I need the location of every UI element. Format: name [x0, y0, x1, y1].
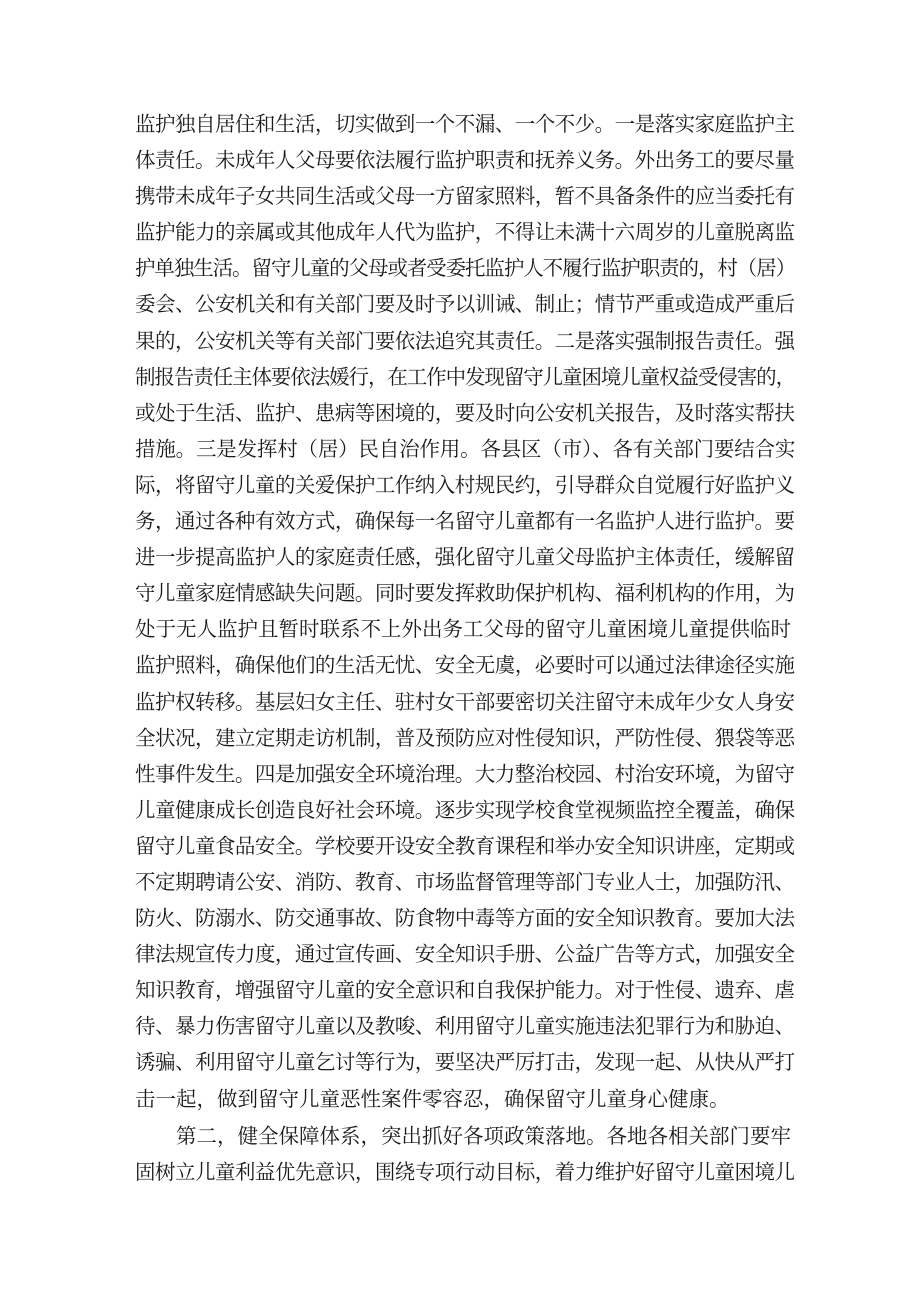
paragraph-line: 措施。三是发挥村（居）民自治作用。各县区（市）、各有关部门要结合实 [135, 436, 796, 461]
paragraph-line: 全状况，建立定期走访机制，普及预防应对性侵知识，严防性侵、猥袋等恶 [135, 725, 795, 750]
paragraph-line: 护单独生活。留守儿童的父母或者受委托监护人不履行监护职责的，村（居） [135, 256, 795, 281]
paragraph-2 [135, 1118, 795, 1190]
paragraph-line: 守儿童家庭情感缺失问题。同时要发挥救助保护机构、福利机构的作用，为 [135, 581, 795, 606]
paragraph-line: 律法规宣传力度，通过宣传画、安全知识手册、公益广告等方式，加强安全 [135, 942, 795, 967]
paragraph-line: 第二，健全保障体系，突出抓好各项政策落地。各地各相关部门要牢 [135, 1124, 791, 1148]
paragraph-line: 监护能力的亲属或其他成年人代为监护，不得让未满十六周岁的儿童脱离监 [135, 220, 795, 245]
paragraph-line: 诱骗、利用留守儿童乞讨等行为，要坚决严厉打击，发现一起、从快从严打 [135, 1050, 795, 1075]
paragraph-line: 体责任。未成年人父母要依法履行监护职责和抚养义务。外出务工的要尽量 [135, 148, 795, 173]
paragraph-line: 待、暴力伤害留守儿童以及教唆、利用留守儿童实施违法犯罪行为和胁迫、 [135, 1014, 795, 1039]
paragraph-line: 知识教育，增强留守儿童的安全意识和自我保护能力。对于性侵、遗弃、虐 [135, 978, 795, 1003]
paragraph-line: 委会、公安机关和有关部门要及时予以训诫、制止；情节严重或造成严重后 [135, 292, 795, 317]
paragraph-line: 监护权转移。基层妇女主任、驻村女干部要密切关注留守未成年少女人身安 [135, 689, 795, 714]
paragraph-line: 不定期聘请公安、消防、教育、市场监督管理等部门专业人士，加强防汛、 [135, 869, 795, 894]
paragraph-line: 携带未成年子女共同生活或父母一方留家照料，暂不具备条件的应当委托有 [135, 184, 795, 209]
paragraph-line: 儿童健康成长创造良好社会环境。逐步实现学校食堂视频监控全覆盖，确保 [135, 797, 795, 822]
paragraph-line: 监护独自居住和生活，切实做到一个不漏、一个不少。一是落实家庭监护主 [135, 112, 795, 136]
paragraph-line: 留守儿童食品安全。学校要开设安全教育课程和举办安全知识讲座，定期或 [135, 833, 795, 858]
paragraph-line: 际，将留守儿童的关爱保护工作纳入村规民约，引导群众自觉履行好监护义 [135, 472, 795, 497]
paragraph-line: 防火、防溺水、防交通事故、防食物中毒等方面的安全知识教育。要加大法 [135, 906, 795, 931]
paragraph-line: 固树立儿童利益优先意识，围绕专项行动目标，着力维护好留守儿童困境儿 [135, 1160, 795, 1185]
paragraph-line: 处于无人监护且暂时联系不上外出务工父母的留守儿童困境儿童提供临时 [135, 617, 791, 642]
paragraph-line: 制报告责任主体要依法媛行，在工作中发现留守儿童困境儿童权益受侵害的， [135, 364, 795, 389]
paragraph-1 [135, 106, 795, 1117]
paragraph-line: 果的，公安机关等有关部门要依法追究其责任。二是落实强制报告责任。强 [135, 328, 795, 353]
paragraph-line: 进一步提高监护人的家庭责任感，强化留守儿童父母监护主体责任，缓解留 [135, 545, 795, 570]
paragraph-line: 或处于生活、监护、患病等困境的，要及时向公安机关报告，及时落实帮扶 [135, 400, 795, 425]
paragraph-line: 击一起，做到留守儿童恶性案件零容忍，确保留守儿童身心健康。 [135, 1086, 730, 1111]
paragraph-line: 务，通过各种有效方式，确保每一名留守儿童都有一名监护人进行监护。要 [135, 509, 795, 534]
paragraph-line: 监护照料，确保他们的生活无忧、安全无虞，必要时可以通过法律途径实施 [135, 653, 795, 678]
paragraph-line: 性事件发生。四是加强安全环境治理。大力整治校园、村治安环境，为留守 [135, 761, 795, 786]
